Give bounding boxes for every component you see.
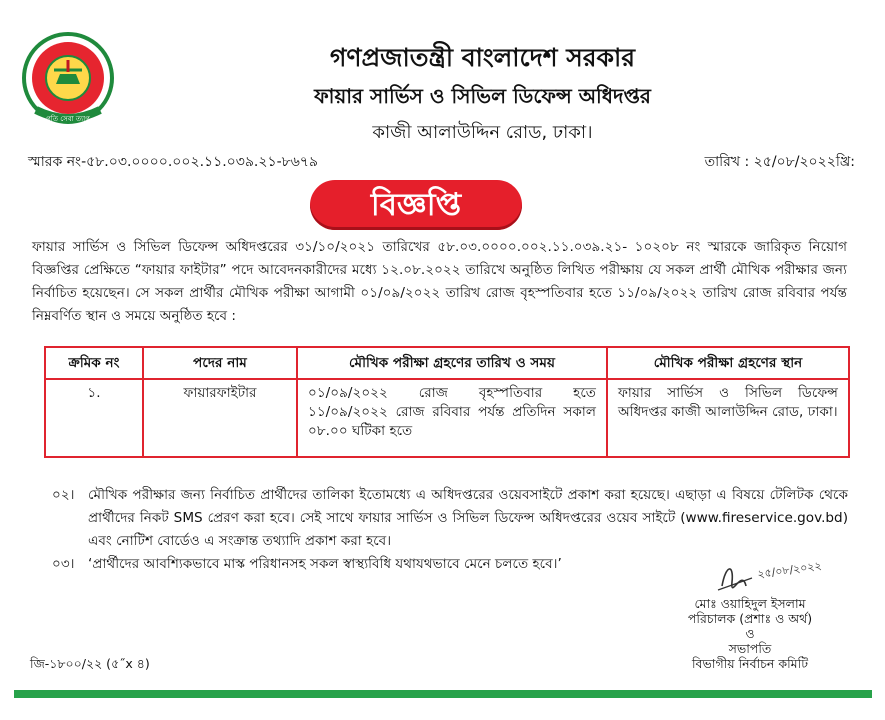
government-title: গণপ্রজাতন্ত্রী বাংলাদেশ সরকার: [330, 43, 635, 72]
signatory-block: [655, 596, 845, 671]
notice-title-banner: বিজ্ঞপ্তি: [310, 180, 522, 230]
reference-number: জি-১৮০০/২২ (৫˝x ৪): [30, 656, 150, 671]
cell-venue: ফায়ার সার্ভিস ও সিভিল ডিফেন্স অধিদপ্তর কাজী আলাউদ্দিন রোড, ঢাকা।: [607, 379, 849, 457]
notice-date: তারিখ : ২৫/০৮/২০২২খ্রি:: [704, 154, 855, 170]
table-row: [45, 379, 849, 457]
department-address: কাজী আলাউদ্দিন রোড, ঢাকা।: [372, 122, 593, 143]
signatory-role: সভাপতি: [728, 641, 772, 656]
signatory-committee: বিভাগীয় নির্বাচন কমিটি: [691, 656, 809, 671]
col-datetime: মৌখিক পরীক্ষা গ্রহণের তারিখ ও সময়: [297, 347, 607, 379]
signatory-name: মোঃ ওয়াহিদুল ইসলাম: [694, 596, 806, 611]
memo-number: স্মারক নং-৫৮.০৩.০০০০.০০২.১১.০৩৯.২১-৮৬৭৯: [28, 154, 318, 170]
note-2: [52, 484, 848, 553]
signature: [712, 556, 842, 596]
notice-intro: ফায়ার সার্ভিস ও সিভিল ডিফেন্স অধিদপ্তরের ৩১/১০/২০২১ তারিখের ৫৮.০৩.০০০০.০০২.১১.০৩৯.২১- ১০২০৮ নং স্মারকে জারিকৃত নিয়োগ বিজ্ঞপ্তির প্রেক্ষিতে “ফায়ার ফাইটার” পদে আবেদনকারীদের মধ্যে ১২.০৮.২০২২ তারিখে অনুষ্ঠিত লিখিত পরীক্ষায় যে সকল প্রার্থী মৌখিক পরীক্ষার জন্য নির্বাচিত হয়েছেন। সে সকল প্রার্থীর মৌখিক পরীক্ষা আগামী ০১/০৯/২০২২ তারিখ রোজ বৃহস্পতিবার হতে ১১/০৯/২০২২ তারিখ রোজ রবিবার পর্যন্ত নিম্নবর্ণিত স্থান ও সময়ে অনুষ্ঠিত হবে :: [32, 239, 847, 324]
col-serial: ক্রমিক নং: [45, 347, 143, 379]
cell-post: ফায়ারফাইটার: [143, 379, 297, 457]
bottom-green-bar: [14, 690, 872, 698]
table-header-row: [45, 347, 849, 379]
note-2-number: ০২।: [52, 487, 75, 503]
svg-text:গতি সেবা ত্যাগ: গতি সেবা ত্যাগ: [46, 115, 90, 123]
col-post: পদের নাম: [143, 347, 297, 379]
signatory-designation: পরিচালক (প্রশাঃ ও অর্থ): [687, 611, 813, 626]
note-3-text: ‘প্রার্থীদের আবশ্যিকভাবে মাস্ক পরিধানসহ সকল স্বাস্থ্যবিধি যথাযথভাবে মেনে চলতে হবে।’: [88, 556, 562, 572]
cell-datetime: ০১/০৯/২০২২ রোজ বৃহস্পতিবার হতে ১১/০৯/২০২২ রোজ রবিবার পর্যন্ত প্রতিদিন সকাল ০৮.০০ ঘটিকা হতে: [297, 379, 607, 457]
svg-text:২৫/০৮/২০২২: ২৫/০৮/২০২২: [756, 559, 823, 581]
note-3-number: ০৩।: [52, 556, 75, 572]
cell-serial: ১.: [45, 379, 143, 457]
note-2-text: মৌখিক পরীক্ষার জন্য নির্বাচিত প্রার্থীদের তালিকা ইতোমধ্যে এ অধিদপ্তরের ওয়েবসাইটে প্রকাশ করা হয়েছে। এছাড়া এ বিষয়ে টেলিটক থেকে প্রার্থীদের নিকট SMS প্রেরণ করা হবে। সেই সাথে ফায়ার সার্ভিস ও সিভিল ডিফেন্স অধিদপ্তরের ওয়েব সাইটে (www.fireservice.gov.bd) এবং নোটিশ বোর্ডেও এ সংক্রান্ত তথ্যাদি প্রকাশ করা হবে।: [88, 487, 848, 549]
signatory-and: ও: [745, 626, 755, 641]
department-title: ফায়ার সার্ভিস ও সিভিল ডিফেন্স অধিদপ্তর: [314, 84, 651, 108]
interview-schedule-table: [44, 346, 850, 458]
col-venue: মৌখিক পরীক্ষা গ্রহণের স্থান: [607, 347, 849, 379]
